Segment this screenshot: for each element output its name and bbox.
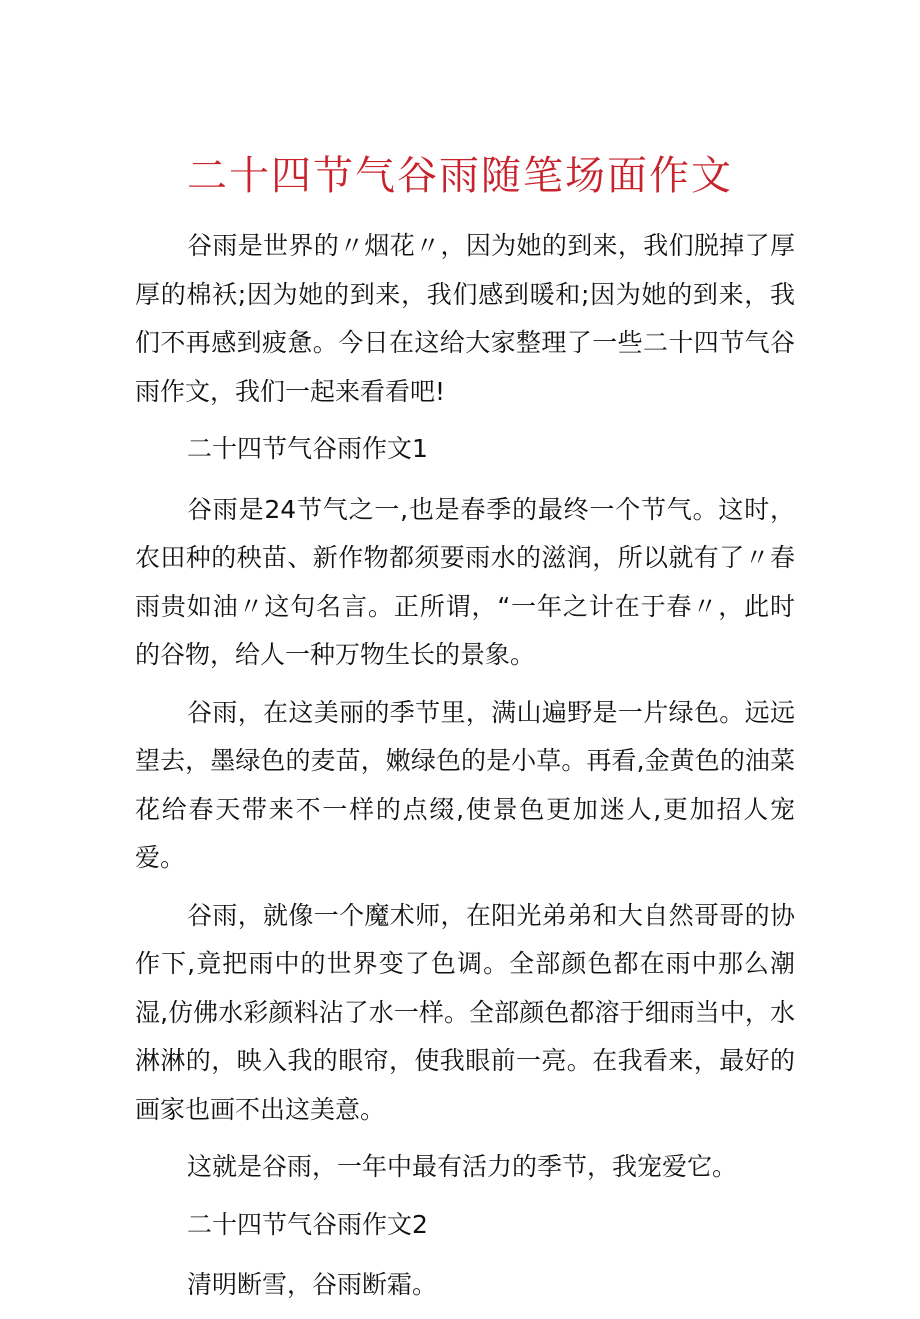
section-heading-1: 二十四节气谷雨作文1 bbox=[187, 434, 428, 463]
paragraph-5: 清明断雪，谷雨断霜。 bbox=[187, 1270, 438, 1299]
paragraph-3: 谷雨，就像一个魔术师，在阳光弟弟和大自然哥哥的协作下,竟把雨中的世界变了色调。全部颜色都在雨中那么潮湿,仿佛水彩颜料沾了水一样。全部颜色都溶于细雨当中，水淋淋的，映入我的眼帘，使我眼前一亮。在我看来，最好的画家也画不出这美意。 bbox=[135, 900, 795, 1124]
document-body bbox=[135, 222, 795, 1319]
paragraph-2: 谷雨，在这美丽的季节里，满山遍野是一片绿色。远远望去，墨绿色的麦苗，嫩绿色的是小草。再看,金黄色的油菜花给春天带来不一样的点缀,使景色更加迷人,更加招人宠爱。 bbox=[135, 697, 795, 872]
paragraph-4: 这就是谷雨，一年中最有活力的季节，我宠爱它。 bbox=[187, 1152, 738, 1181]
section-heading-2: 二十四节气谷雨作文2 bbox=[187, 1209, 428, 1239]
paragraph-1: 谷雨是24节气之一,也是春季的最终一个节气。这时，农田种的秧苗、新作物都须要雨水的滋润，所以就有了〃春雨贵如油〃这句名言。正所谓，“一年之计在于春〃，此时的谷物，给人一种万物生长的景象。 bbox=[135, 494, 795, 669]
page-title: 二十四节气谷雨随笔场面作文 bbox=[187, 153, 733, 199]
intro-paragraph: 谷雨是世界的〃烟花〃，因为她的到来，我们脱掉了厚厚的棉袄;因为她的到来，我们感到暖和;因为她的到来，我们不再感到疲惫。今日在这给大家整理了一些二十四节气谷雨作文，我们一起来看看吧! bbox=[135, 231, 795, 406]
